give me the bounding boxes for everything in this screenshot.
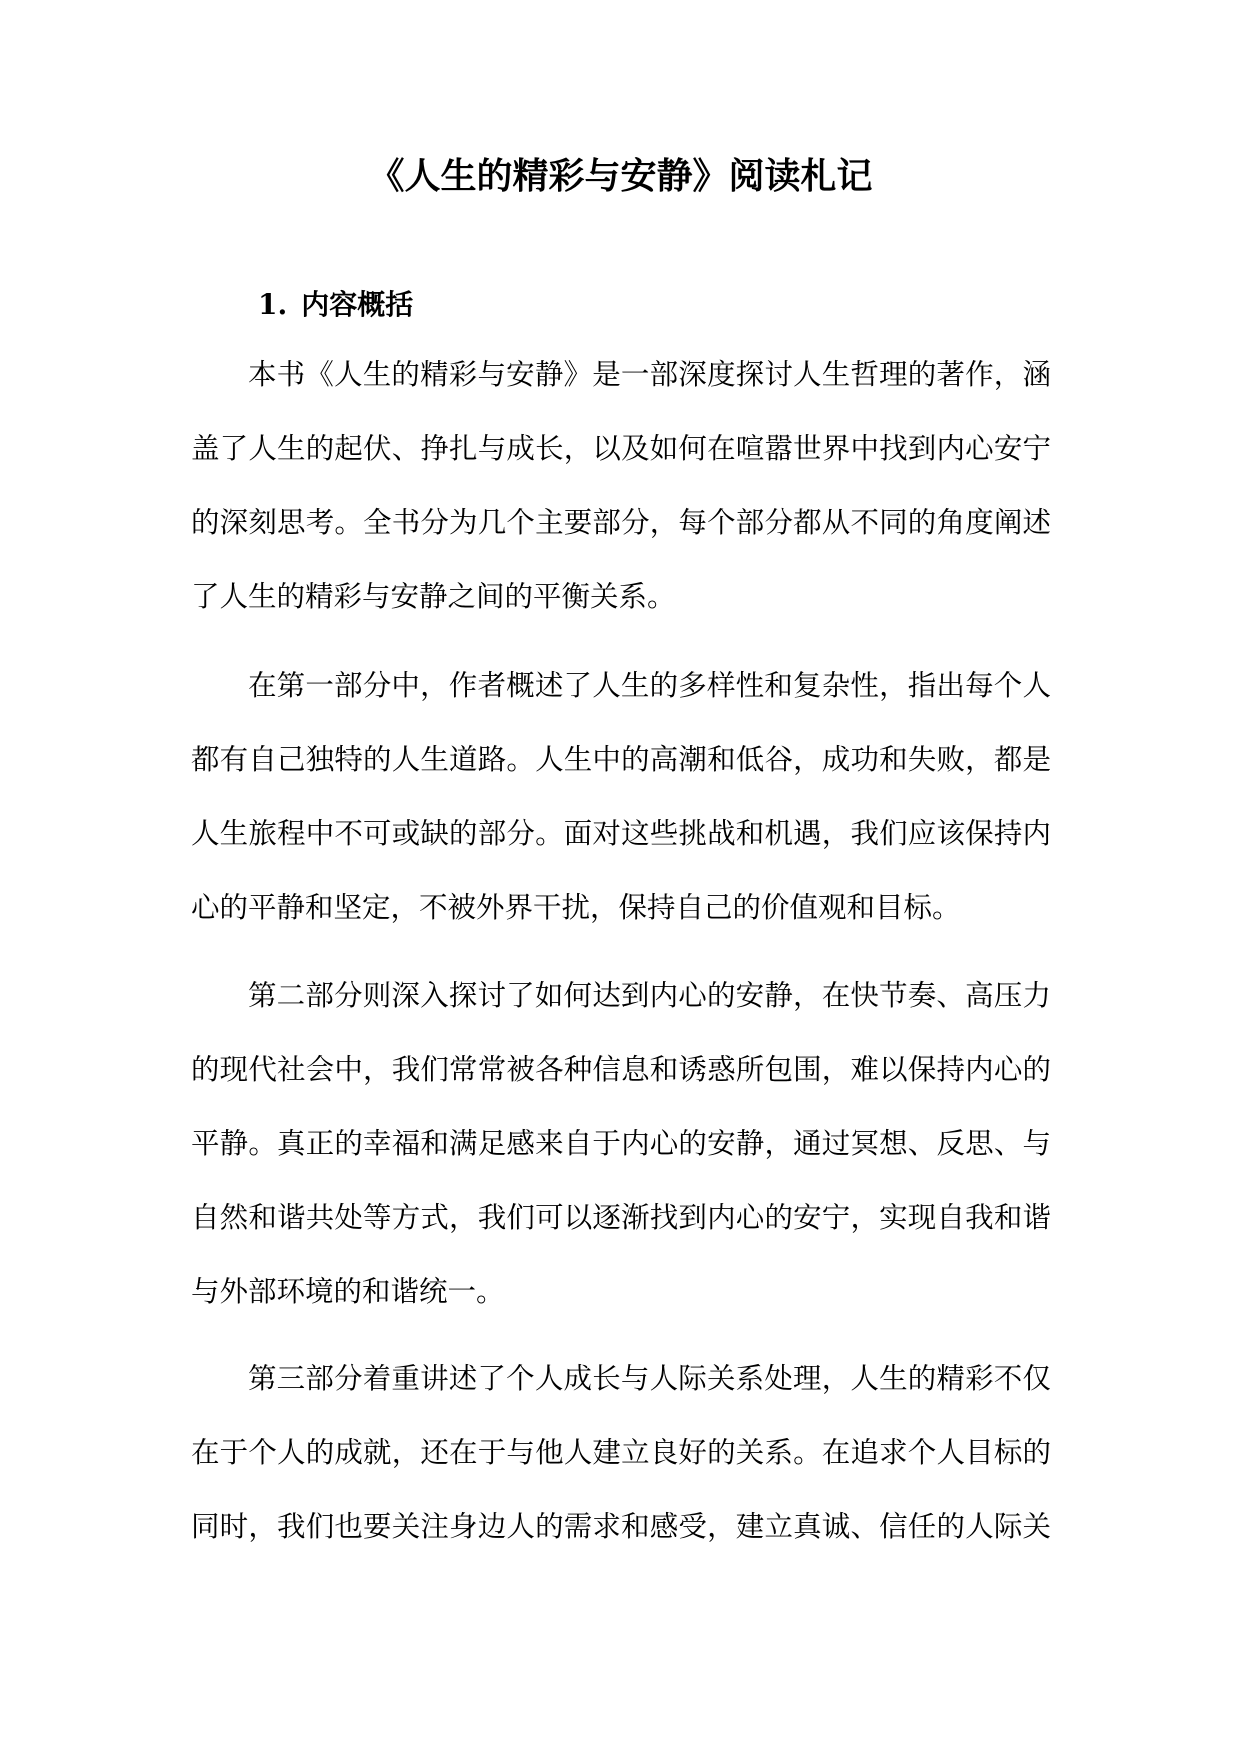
- text-line: 在第一部分中，作者概述了人生的多样性和复杂性，指出每个人: [248, 669, 1051, 702]
- text-line: 第二部分则深入探讨了如何达到内心的安静，在快节奏、高压力: [248, 979, 1051, 1012]
- section-heading-text: 内容概括: [301, 288, 414, 321]
- text-line: 心的平静和坚定，不被外界干扰，保持自己的价值观和目标。: [191, 891, 961, 924]
- text-line: 了人生的精彩与安静之间的平衡关系。: [191, 580, 676, 613]
- text-line: 本书《人生的精彩与安静》是一部深度探讨人生哲理的著作，涵: [248, 358, 1051, 391]
- text-line: 在于个人的成就，还在于与他人建立良好的关系。在追求个人目标的: [191, 1436, 1051, 1469]
- text-line: 自然和谐共处等方式，我们可以逐渐找到内心的安宁，实现自我和谐: [191, 1201, 1051, 1234]
- text-line: 都有自己独特的人生道路。人生中的高潮和低谷，成功和失败，都是: [191, 743, 1051, 776]
- text-line: 同时，我们也要关注身边人的需求和感受，建立真诚、信任的人际关: [191, 1510, 1051, 1543]
- text-line: 平静。真正的幸福和满足感来自于内心的安静，通过冥想、反思、与: [191, 1127, 1051, 1160]
- text-line: 人生旅程中不可或缺的部分。面对这些挑战和机遇，我们应该保持内: [191, 817, 1051, 850]
- text-line: 的现代社会中，我们常常被各种信息和诱惑所包围，难以保持内心的: [191, 1053, 1051, 1086]
- page-title: 《人生的精彩与安静》阅读札记: [368, 155, 873, 197]
- text-line: 第三部分着重讲述了个人成长与人际关系处理，人生的精彩不仅: [248, 1362, 1051, 1395]
- section-number: 1.: [258, 288, 288, 321]
- text-line: 与外部环境的和谐统一。: [191, 1275, 505, 1308]
- text-line: 的深刻思考。全书分为几个主要部分，每个部分都从不同的角度阐述: [191, 506, 1051, 539]
- section-heading: [258, 283, 413, 327]
- text-line: 盖了人生的起伏、挣扎与成长，以及如何在喧嚣世界中找到内心安宁: [191, 432, 1051, 465]
